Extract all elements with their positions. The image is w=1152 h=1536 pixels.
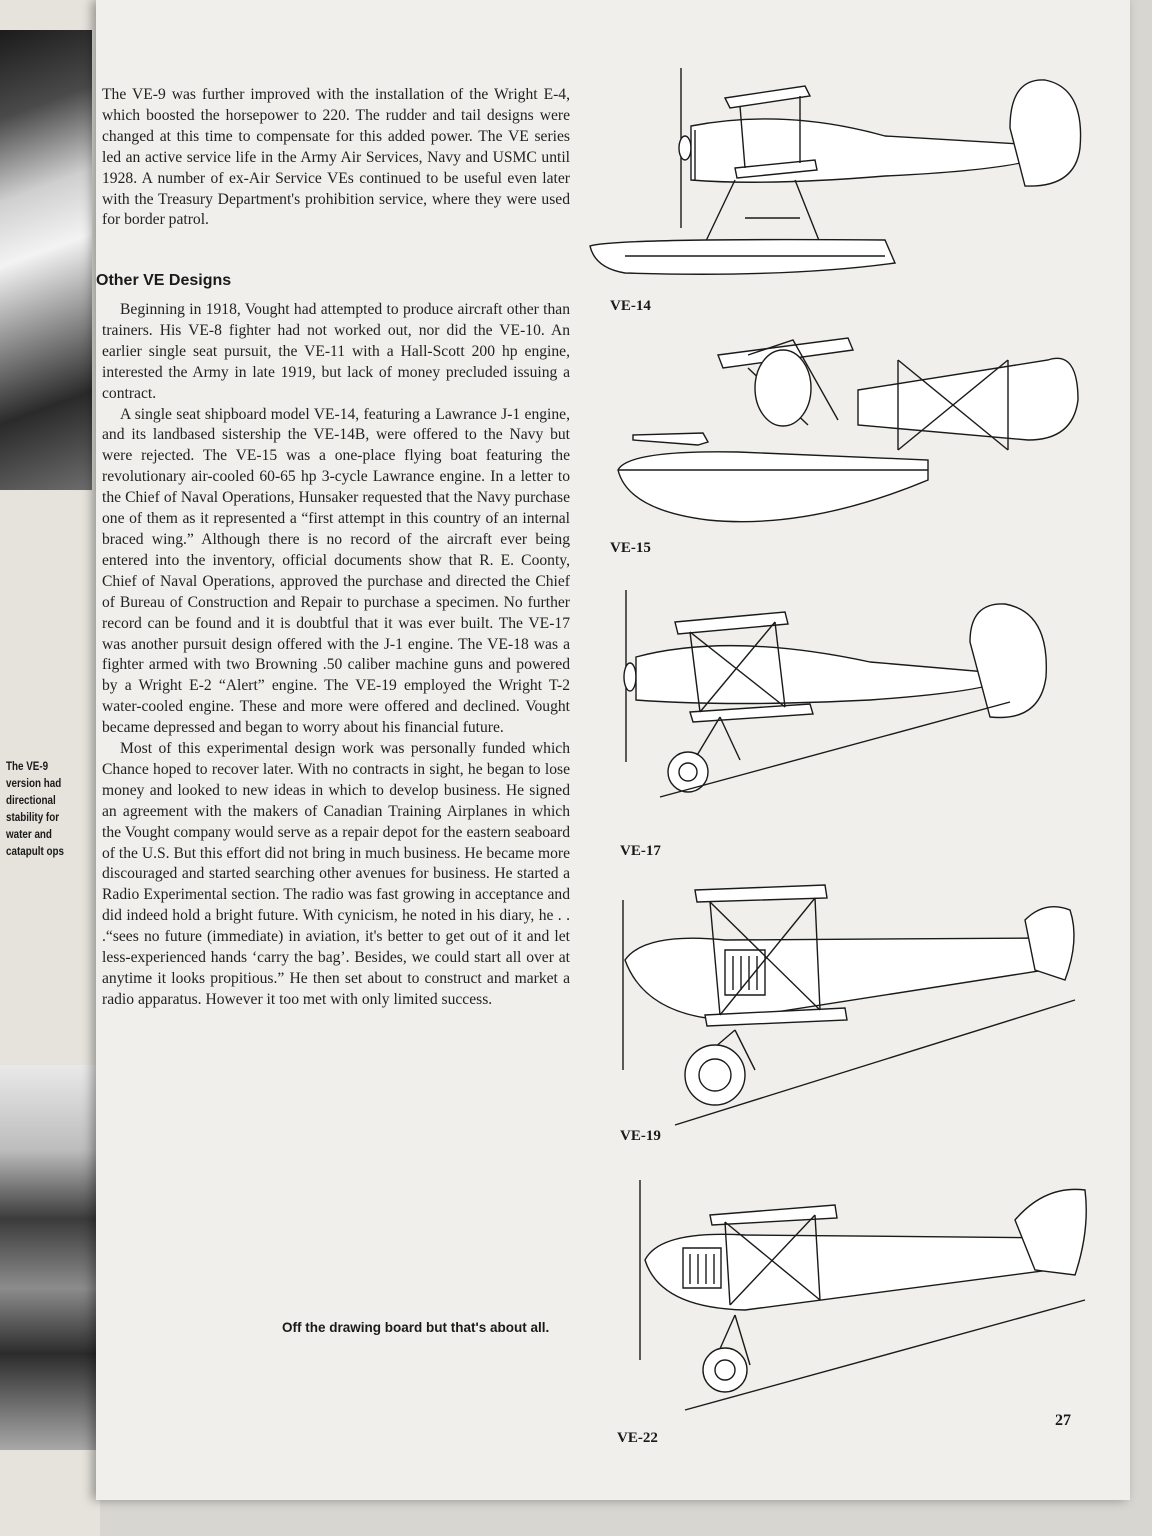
ve-19-drawing — [605, 880, 1085, 1125]
ve-15-drawing — [608, 330, 1078, 530]
ve-22-label: VE-22 — [617, 1430, 658, 1446]
article-body — [102, 300, 570, 1011]
ve-14-drawing — [585, 68, 1105, 293]
article-paragraph-2: Beginning in 1918, Vought had attempted to produce aircraft other than trainers. His VE-8 fighter had not worked out, nor did the VE-10. An earlier single seat pursuit, the VE-11 with a Hall-Scott 200 hp engine, interested the Army in late 1919, but lack of money precluded issuing a contract. — [102, 301, 570, 402]
facing-page — [0, 0, 100, 1536]
ve-14-label: VE-14 — [610, 298, 651, 314]
ve-17-drawing — [610, 582, 1070, 812]
facing-page-photo-bottom — [0, 1065, 98, 1450]
ve-15-label: VE-15 — [610, 540, 651, 556]
ve-19-label: VE-19 — [620, 1128, 661, 1144]
facing-page-photo-top — [0, 30, 92, 490]
facing-page-caption: The VE-9 version had directional stability for water and catapult ops — [6, 759, 64, 858]
ve-17-label: VE-17 — [620, 843, 661, 859]
article-paragraph-4: Most of this experimental design work was personally funded which Chance hoped to recover later. With no contracts in sight, he began to lose money and looked to new ideas in which to develop business. He signed an agreement with the makers of Canadian Training Airplanes in which the Vought company would serve as a repair depot for the eastern seaboard of the U.S. But this effort did not bring in much business. He became more discouraged and started searching other avenues for business. He started a Radio Experimental section. The radio was fast growing in acceptance and did indeed hold a bright future. With cynicism, he noted in his diary, he . . .“sees no future (immediate) in aviation, it's better to get out of it and let less-experienced hands ‘carry the bag’. Besides, we could start all over at anytime it looks propitious.” He then set about to construct and market a radio apparatus. However it too met with only limited success. — [102, 740, 570, 1008]
article-paragraph-1: The VE-9 was further improved with the installation of the Wright E-4, which boosted the horsepower to 220. The rudder and tail designs were changed at this time to compensate for this added power. The VE series led an active service life in the Army Air Services, Navy and USMC until 1928. A number of ex-Air Service VEs continued to be useful even later with the Treasury Department's prohibition service, where they were used for border patrol. — [102, 86, 570, 229]
section-heading: Other VE Designs — [96, 272, 232, 289]
page-number: 27 — [1055, 1412, 1071, 1429]
article-paragraph-3: A single seat shipboard model VE-14, featuring a Lawrance J-1 engine, and its landbased sistership the VE-14B, were offered to the Navy but were rejected. The VE-15 was a one-place flying boat featuring the revolutionary air-cooled 60-65 hp 3-cycle Lawrance engine. In a letter to the Chief of Naval Operations, Hunsaker requested that the Navy purchase one of them as it represented a “first attempt in this country of an internal braced wing.” Although there is no record of the aircraft ever being entered into the inventory, official documents show that R. E. Coonty, Chief of Naval Operations, approved the purchase and directed the Chief of Bureau of Construction and Repair to purchase a specimen. No further record can be found and it is doubtful that it was ever built. The VE-17 was another pursuit design offered with the J-1 engine. The VE-18 was a fighter armed with two Browning .50 caliber machine guns and powered by a Wright E-2 “Alert” engine. The VE-19 employed the Wright T-2 water-cooled engine. These and more were offered and declined. Vought became depressed and began to worry about his financial future. — [102, 405, 570, 737]
ve-22-drawing — [615, 1180, 1095, 1415]
figure-caption: Off the drawing board but that's about all. — [282, 1320, 550, 1335]
